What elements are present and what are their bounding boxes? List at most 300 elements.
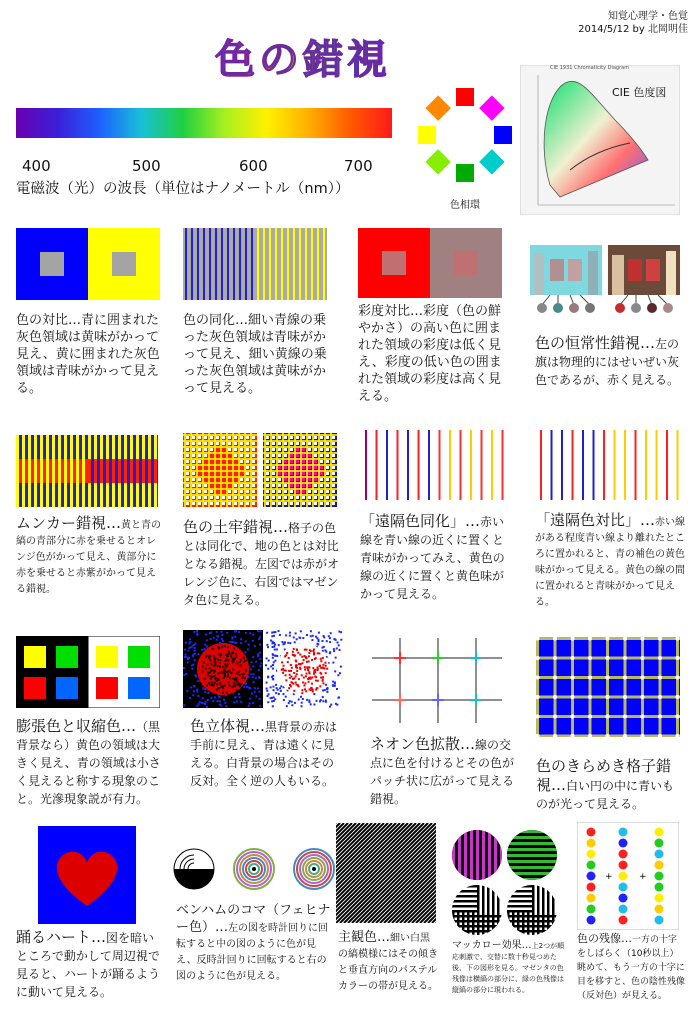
stereo-dot	[286, 705, 288, 707]
caption-mccollough	[452, 940, 567, 996]
dungeon-cell	[302, 478, 305, 481]
munker-red-bar	[25, 459, 28, 483]
dungeon-cell	[326, 484, 329, 487]
dungeon-cell	[308, 472, 311, 475]
after-dot	[587, 850, 596, 859]
stereo-dot	[312, 635, 314, 637]
grid-dot	[676, 656, 680, 660]
stereo-dot	[194, 647, 196, 649]
stereo-dot	[232, 658, 234, 660]
stereo-dot	[279, 687, 281, 689]
dungeon-cell	[284, 502, 287, 505]
dungeon-cell	[222, 442, 225, 445]
stereo-dot	[325, 701, 327, 703]
stereo-dot	[313, 704, 315, 706]
grid-dot	[571, 676, 575, 680]
stereo-dot	[272, 678, 274, 680]
dungeon-cell	[314, 460, 317, 463]
dungeon-cell	[210, 442, 213, 445]
stereo-dot	[291, 667, 293, 669]
dungeon-cell	[252, 478, 255, 481]
dungeon-cell	[296, 472, 299, 475]
dungeon-cell	[186, 442, 189, 445]
stereo-dot	[227, 675, 229, 677]
stereo-dot	[266, 657, 268, 659]
stereo-dot	[222, 687, 224, 689]
hue-swatch	[479, 149, 504, 174]
mcc-disc	[452, 830, 503, 880]
dungeon-cell	[228, 460, 231, 463]
dungeon-cell	[222, 466, 225, 469]
stripe	[281, 228, 283, 300]
stereo-dot	[191, 664, 193, 666]
dungeon-cell	[204, 460, 207, 463]
dungeon-cell	[326, 490, 329, 493]
stereo-dot	[233, 685, 235, 687]
stereo-dot	[210, 663, 212, 665]
stereo-dot	[281, 661, 283, 663]
stereo-dot	[207, 664, 209, 666]
dungeon-cell	[210, 466, 213, 469]
stereo-dot	[295, 660, 297, 662]
stereo-dot	[214, 663, 216, 665]
stereo-dot	[204, 703, 206, 705]
stereo-dot	[322, 678, 324, 680]
grid-line	[571, 637, 574, 737]
stereo-dot	[204, 648, 206, 650]
dungeon-cell	[234, 442, 237, 445]
stereo-dot	[211, 681, 213, 683]
stereo-dot	[254, 645, 256, 647]
stereo-dot	[274, 649, 276, 651]
chromostereopsis-figure	[183, 630, 343, 708]
stereo-dot	[322, 682, 324, 684]
dungeon-cell	[198, 502, 201, 505]
stereo-dot	[243, 657, 245, 659]
dungeon-cell	[228, 442, 231, 445]
stripe	[311, 228, 313, 300]
stereo-dot	[285, 674, 287, 676]
stereo-dot	[219, 662, 221, 664]
after-dot	[655, 905, 664, 914]
stereo-dot	[214, 670, 216, 672]
header	[520, 10, 688, 36]
dungeon-cell	[332, 478, 335, 481]
stereo-dot	[212, 669, 214, 671]
stereo-dot	[326, 668, 328, 670]
stereo-dot	[306, 634, 308, 636]
stereo-dot	[296, 684, 298, 686]
caption-expansion-body: （黒背景なら）黄色の領域は大きく見え、青の領域は小さく見えると称する現象のこと。光滲現象説が有力。	[16, 720, 161, 806]
stereo-dot	[272, 668, 274, 670]
stereo-dot	[222, 666, 224, 668]
stereo-dot	[227, 681, 229, 683]
dungeon-grid-line	[250, 433, 252, 507]
stereo-dot	[185, 656, 187, 658]
stereo-dot	[313, 693, 315, 695]
stereo-dot	[310, 650, 312, 652]
dungeon-cell	[314, 502, 317, 505]
dungeon-cell	[308, 442, 311, 445]
stereo-dot	[254, 691, 256, 693]
stripe	[76, 435, 79, 507]
dungeon-cell	[192, 454, 195, 457]
dungeon-cell	[320, 460, 323, 463]
dungeon-cell	[216, 472, 219, 475]
stereo-dot	[192, 694, 194, 696]
stereo-dot	[312, 690, 314, 692]
stereo-dot	[267, 646, 269, 648]
stereo-dot	[295, 666, 297, 668]
dungeon-cell	[252, 490, 255, 493]
after-dot	[619, 872, 628, 881]
grid-dot	[571, 715, 575, 719]
stereo-dot	[224, 675, 226, 677]
stereo-dot	[334, 685, 336, 687]
caption-remote-assimilation-body: 赤い線を青い線の近くに置くと青味がかってみえ、黄色の線の近くに置くと黄色味がかって見える。	[360, 515, 505, 601]
stereo-dot	[293, 672, 295, 674]
dungeon-cell	[234, 460, 237, 463]
dungeon-cell	[228, 484, 231, 487]
stereo-dot	[298, 685, 300, 687]
dungeon-cell	[204, 472, 207, 475]
stereo-dot	[217, 659, 219, 661]
caption-dungeon-head: 色の土牢錯視…	[183, 518, 289, 536]
stereo-dot	[206, 646, 208, 648]
stereo-dot	[310, 630, 312, 632]
stereo-dot	[204, 701, 206, 703]
stereo-dot	[325, 651, 327, 653]
stereo-dot	[329, 641, 331, 643]
dungeon-cell	[266, 466, 269, 469]
dungeon-cell	[210, 472, 213, 475]
after-dot	[587, 839, 596, 848]
stereo-dot	[227, 655, 229, 657]
stereo-dot	[193, 685, 195, 687]
stereo-dot	[227, 653, 229, 655]
stereo-dot	[216, 639, 218, 641]
stereo-dot	[320, 667, 322, 669]
dungeon-cell	[246, 490, 249, 493]
stereo-dot	[293, 677, 295, 679]
caption-remote-contrast-body: 赤い線がある程度青い線より離れたところに置かれると、青の補色の黄色味がかって見える。黄色の線の間に置かれると青味がかって見える。	[535, 517, 686, 608]
stereo-dot	[316, 669, 318, 671]
stereo-dot	[250, 668, 252, 670]
stereo-dot	[208, 657, 210, 659]
grid-dot	[571, 695, 575, 699]
dungeon-cell	[278, 466, 281, 469]
stereo-dot	[266, 682, 268, 684]
stereo-dot	[224, 660, 226, 662]
stereo-dot	[216, 689, 218, 691]
stereo-dot	[282, 693, 284, 695]
stereo-dot	[184, 649, 186, 651]
dungeon-cell	[252, 460, 255, 463]
grid-dot	[623, 676, 627, 680]
page-title: 色の錯視	[215, 28, 391, 85]
stereo-dot	[207, 672, 209, 674]
stereo-dot	[322, 666, 324, 668]
stereo-dot	[267, 668, 269, 670]
dungeon-cell	[302, 442, 305, 445]
stereo-dot	[338, 697, 340, 699]
stereo-dot	[240, 638, 242, 640]
dungeon-cell	[326, 472, 329, 475]
stereo-dot	[245, 640, 247, 642]
stereo-dot	[317, 643, 319, 645]
stereo-dot	[209, 655, 211, 657]
dungeon-cell	[308, 460, 311, 463]
stereo-dot	[291, 704, 293, 706]
stereo-dot	[272, 646, 274, 648]
stereo-dot	[325, 684, 327, 686]
dungeon-cell	[320, 496, 323, 499]
stereo-dot	[301, 662, 303, 664]
dungeon-cell	[216, 442, 219, 445]
stereo-dot	[193, 690, 195, 692]
stereo-dot	[292, 682, 294, 684]
stereo-dot	[206, 706, 208, 708]
stereo-dot	[306, 699, 308, 701]
stereo-dot	[226, 705, 228, 707]
dungeon-cell	[252, 436, 255, 439]
munker-red-bar	[85, 459, 88, 483]
stereo-dot	[235, 630, 237, 632]
stereo-dot	[202, 666, 204, 668]
stereo-dot	[217, 700, 219, 702]
stereo-dot	[250, 673, 252, 675]
dungeon-cell	[296, 496, 299, 499]
stereo-dot	[229, 653, 231, 655]
dungeon-cell	[204, 490, 207, 493]
mcc-test-disc	[452, 885, 502, 935]
dungeon-cell	[320, 472, 323, 475]
dungeon-cell	[302, 490, 305, 493]
stereo-dot	[334, 683, 336, 685]
stereo-dot	[248, 687, 250, 689]
stereo-dot	[339, 649, 341, 651]
stereo-dot	[278, 644, 280, 646]
stereo-dot	[249, 698, 251, 700]
dungeon-cell	[222, 472, 225, 475]
stereo-dot	[336, 647, 338, 649]
caption-neon	[370, 735, 515, 808]
munker-red-bar	[136, 459, 139, 483]
stereo-dot	[306, 673, 308, 675]
dungeon-cell	[284, 460, 287, 463]
stereo-dot	[304, 666, 306, 668]
caption-afterimage-body: 一方の十字をしばらく（10秒以上）眺めて、もう一方の十字に目を移すと、色の陰性残像（反対色）が見える。	[577, 935, 686, 1001]
stereo-dot	[248, 676, 250, 678]
after-dot	[655, 839, 664, 848]
stereo-dot	[273, 696, 275, 698]
dungeon-cell	[332, 496, 335, 499]
benham-center	[252, 867, 256, 871]
grid-dot	[658, 656, 662, 660]
stereo-dot	[214, 682, 216, 684]
stereo-dot	[219, 701, 221, 703]
stereo-dot	[245, 632, 247, 634]
dungeon-cell	[302, 502, 305, 505]
dungeon-cell	[302, 448, 305, 451]
stereo-dot	[296, 670, 298, 672]
stereo-dot	[257, 687, 259, 689]
dungeon-cell	[308, 466, 311, 469]
dungeon-cell	[266, 472, 269, 475]
stereo-dot	[308, 655, 310, 657]
dungeon-cell	[198, 490, 201, 493]
caption-scintillating-body: 白い円の中に青いものが光って見える。	[536, 779, 675, 811]
stereo-dot	[270, 665, 272, 667]
dungeon-cell	[266, 502, 269, 505]
dungeon-cell	[228, 472, 231, 475]
munker-red-bar	[19, 459, 22, 483]
stereo-dot	[273, 635, 275, 637]
dungeon-cell	[314, 478, 317, 481]
stereo-dot	[255, 661, 257, 663]
stripe	[245, 228, 247, 300]
stereo-dot	[272, 705, 274, 707]
munker-red-bar	[148, 459, 151, 483]
stereo-dot	[206, 685, 208, 687]
hue-circle-label: 色相環	[450, 200, 480, 211]
stereo-dot	[266, 644, 268, 646]
stereo-dot	[334, 670, 336, 672]
dungeon-cell	[246, 502, 249, 505]
benham-top-figure	[172, 845, 337, 895]
stereo-dot	[217, 665, 219, 667]
stripe	[46, 435, 49, 507]
dungeon-cell	[284, 472, 287, 475]
stereo-dot	[313, 653, 315, 655]
stereo-dot	[257, 655, 259, 657]
dungeon-cell	[246, 436, 249, 439]
stereo-dot	[266, 632, 268, 634]
dungeon-cell	[186, 448, 189, 451]
dungeon-cell	[314, 472, 317, 475]
dungeon-cell	[302, 460, 305, 463]
stereo-dot	[224, 673, 226, 675]
stereo-dot	[248, 705, 250, 707]
munker-red-bar	[118, 459, 121, 483]
stripe	[157, 435, 158, 507]
stereo-dot	[330, 632, 332, 634]
stereo-dot	[302, 698, 304, 700]
stereo-dot	[258, 691, 260, 693]
dungeon-cell	[290, 448, 293, 451]
dungeon-cell	[210, 478, 213, 481]
dungeon-cell	[198, 496, 201, 499]
stereo-dot	[205, 634, 207, 636]
dungeon-cell	[278, 454, 281, 457]
dungeon-cell	[290, 466, 293, 469]
grid-line	[676, 637, 679, 737]
stereo-dot	[290, 664, 292, 666]
dungeon-grid-line	[330, 433, 332, 507]
caption-contrast	[16, 312, 161, 397]
after-dot	[619, 916, 628, 925]
stereo-dot	[323, 636, 325, 638]
stripe	[299, 228, 301, 300]
dungeon-cell	[332, 490, 335, 493]
dungeon-cell	[278, 490, 281, 493]
remote-assimilation-figure	[360, 430, 510, 500]
stereo-dot	[318, 632, 320, 634]
stereo-dot	[243, 686, 245, 688]
stereo-dot	[194, 650, 196, 652]
stereo-dot	[223, 699, 225, 701]
dungeon-cell	[222, 460, 225, 463]
stereo-dot	[324, 662, 326, 664]
stereo-dot	[293, 648, 295, 650]
stereo-dot	[294, 641, 296, 643]
stereo-dot	[251, 661, 253, 663]
munker-red-bar	[31, 459, 34, 483]
dungeon-cell	[192, 472, 195, 475]
stereo-dot	[301, 692, 303, 694]
subjective-color-figure	[336, 823, 436, 923]
stereo-dot	[213, 637, 215, 639]
stereo-dot	[223, 685, 225, 687]
caption-remote-assimilation	[360, 512, 510, 603]
dungeon-cell	[216, 490, 219, 493]
dungeon-cell	[192, 502, 195, 505]
stereo-dot	[216, 680, 218, 682]
dungeon-cell	[246, 460, 249, 463]
stereo-dot	[197, 680, 199, 682]
after-dot	[587, 828, 596, 837]
dungeon-cell	[296, 436, 299, 439]
stereo-dot	[317, 639, 319, 641]
stereo-dot	[208, 667, 210, 669]
caption-saturation	[358, 303, 506, 405]
dungeon-cell	[296, 448, 299, 451]
stereo-dot	[281, 669, 283, 671]
stereo-dot	[227, 673, 229, 675]
dungeon-cell	[222, 490, 225, 493]
stereo-dot	[259, 658, 261, 660]
dungeon-cell	[332, 502, 335, 505]
stereo-dot	[272, 657, 274, 659]
dungeon-cell	[290, 436, 293, 439]
stereo-dot	[315, 700, 317, 702]
stereo-dot	[335, 639, 337, 641]
grid-dot	[553, 715, 557, 719]
dungeon-cell	[246, 466, 249, 469]
stereo-dot	[214, 678, 216, 680]
caption-assimilation-body: 細い青線の乗った灰色領域は青味がかって見え、細い黄線の乗った灰色領域は黄味がかって見える。	[183, 313, 327, 396]
caption-remote-contrast	[535, 512, 687, 611]
stereo-dot	[276, 648, 278, 650]
stereo-dot	[280, 685, 282, 687]
stereo-dot	[332, 684, 334, 686]
dungeon-cell	[204, 496, 207, 499]
stereo-dot	[221, 638, 223, 640]
dungeon-cell	[210, 490, 213, 493]
dungeon-cell	[216, 496, 219, 499]
dungeon-cell	[210, 436, 213, 439]
stereo-dot	[260, 662, 262, 664]
stereo-dot	[273, 689, 275, 691]
caption-mccollough-head: マッカロー効果…	[452, 940, 532, 951]
fixation-cross: +	[605, 872, 613, 882]
stereo-dot	[193, 644, 195, 646]
dungeon-cell	[210, 502, 213, 505]
stereo-dot	[252, 702, 254, 704]
dungeon-cell	[234, 502, 237, 505]
stripe	[257, 228, 259, 300]
stereo-dot	[213, 657, 215, 659]
